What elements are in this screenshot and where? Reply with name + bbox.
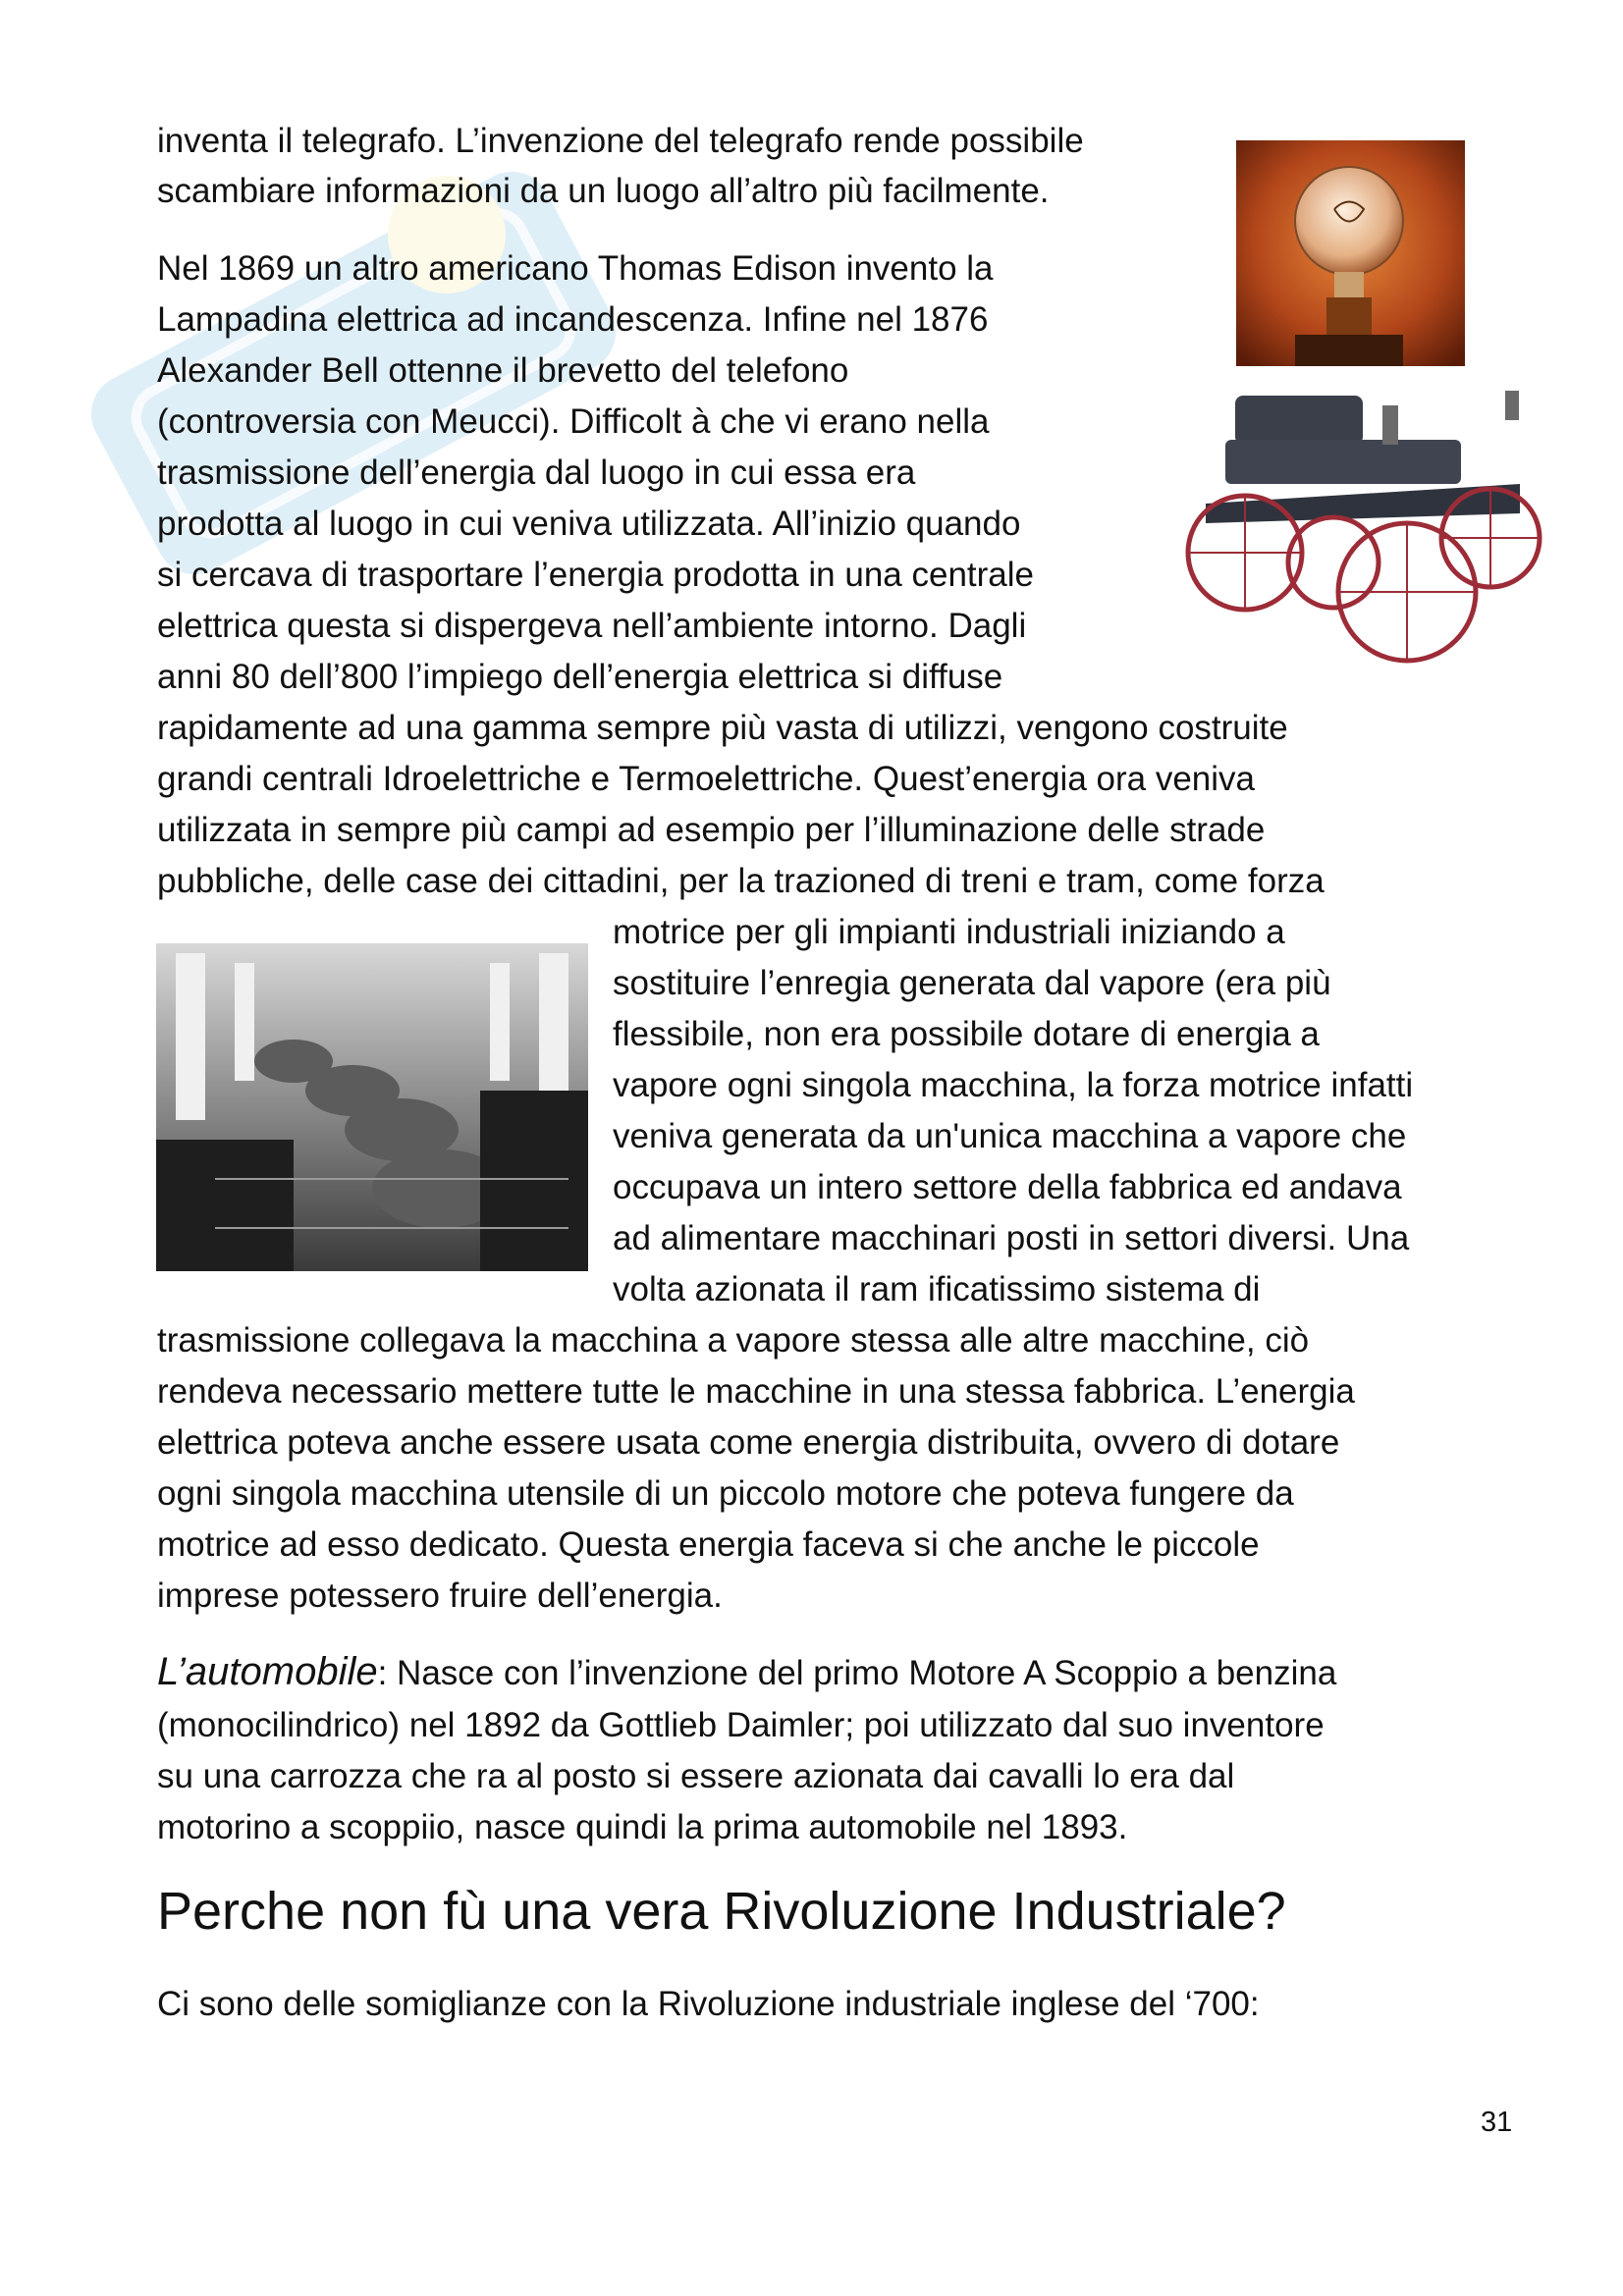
text-line: elettrica poteva anche essere usata come energia distribuita, ovvero di dotare xyxy=(157,1423,1340,1462)
lightbulb-image xyxy=(1236,140,1465,366)
text-line: rapidamente ad una gamma sempre più vasta di utilizzi, vengono costruite xyxy=(157,709,1288,747)
closing-paragraph: Ci sono delle somiglianze con la Rivoluzione industriale inglese del ‘700: xyxy=(157,1985,1260,2023)
text-line: ogni singola macchina utensile di un piccolo motore che poteva fungere da xyxy=(157,1474,1294,1513)
text-line: scambiare informazioni da un luogo all’altro più facilmente. xyxy=(157,172,1050,210)
text-line: trasmissione collegava la macchina a vapore stessa alle altre macchine, ciò xyxy=(157,1321,1310,1360)
text-line: Lampadina elettrica ad incandescenza. Infine nel 1876 xyxy=(157,300,989,339)
text-line: motorino a scoppiio, nasce quindi la prima automobile nel 1893. xyxy=(157,1808,1128,1846)
carriage-image xyxy=(1166,366,1557,670)
text-line: (monocilindrico) nel 1892 da Gottlieb Daimler; poi utilizzato dal suo inventore xyxy=(157,1706,1325,1744)
text-line: prodotta al luogo in cui veniva utilizzata. All’inizio quando xyxy=(157,505,1021,543)
text-line: motrice per gli impianti industriali iniziando a xyxy=(613,913,1285,951)
text-line: pubbliche, delle case dei cittadini, per la trazioned di treni e tram, come forza xyxy=(157,862,1325,900)
text-line: anni 80 dell’800 l’impiego dell’energia elettrica si diffuse xyxy=(157,658,1003,696)
text-line xyxy=(157,1647,1336,1698)
text-line: Nel 1869 un altro americano Thomas Edison invento la xyxy=(157,249,994,288)
text-line: occupava un intero settore della fabbrica ed andava xyxy=(613,1168,1402,1206)
text-line: flessibile, non era possibile dotare di energia a xyxy=(613,1015,1320,1053)
automobile-text: : Nasce con l’invenzione del primo Motore A Scoppio a benzina xyxy=(377,1654,1337,1692)
text-line: inventa il telegrafo. L’invenzione del telegrafo rende possibile xyxy=(157,122,1084,160)
text-line: motrice ad esso dedicato. Questa energia faceva si che anche le piccole xyxy=(157,1525,1260,1564)
power-plant-image xyxy=(156,943,588,1271)
text-line: Alexander Bell ottenne il brevetto del telefono xyxy=(157,351,849,390)
text-line: elettrica questa si dispergeva nell’ambiente intorno. Dagli xyxy=(157,607,1027,645)
section-heading: Perche non fù una vera Rivoluzione Industriale? xyxy=(157,1882,1286,1941)
text-line: imprese potessero fruire dell’energia. xyxy=(157,1576,723,1615)
text-line: utilizzata in sempre più campi ad esempio per l’illuminazione delle strade xyxy=(157,811,1266,849)
text-line: vapore ogni singola macchina, la forza motrice infatti xyxy=(613,1066,1414,1104)
text-line: veniva generata da un'unica macchina a vapore che xyxy=(613,1117,1407,1155)
page-number: 31 xyxy=(1481,2107,1513,2138)
text-line: (controversia con Meucci). Difficolt à che vi erano nella xyxy=(157,402,990,441)
text-line: ad alimentare macchinari posti in settori diversi. Una xyxy=(613,1219,1410,1257)
term-automobile: L’automobile xyxy=(157,1650,378,1693)
text-line: su una carrozza che ra al posto si essere azionata dai cavalli lo era dal xyxy=(157,1757,1235,1795)
text-line: rendeva necessario mettere tutte le macchine in una stessa fabbrica. L’energia xyxy=(157,1372,1355,1411)
text-line: trasmissione dell’energia dal luogo in cui essa era xyxy=(157,454,916,492)
text-line: si cercava di trasportare l’energia prodotta in una centrale xyxy=(157,556,1034,594)
text-line: grandi centrali Idroelettriche e Termoelettriche. Quest’energia ora veniva xyxy=(157,760,1256,798)
text-line: sostituire l’enregia generata dal vapore (era più xyxy=(613,964,1331,1002)
text-line: volta azionata il ram ificatissimo sistema di xyxy=(613,1270,1261,1308)
